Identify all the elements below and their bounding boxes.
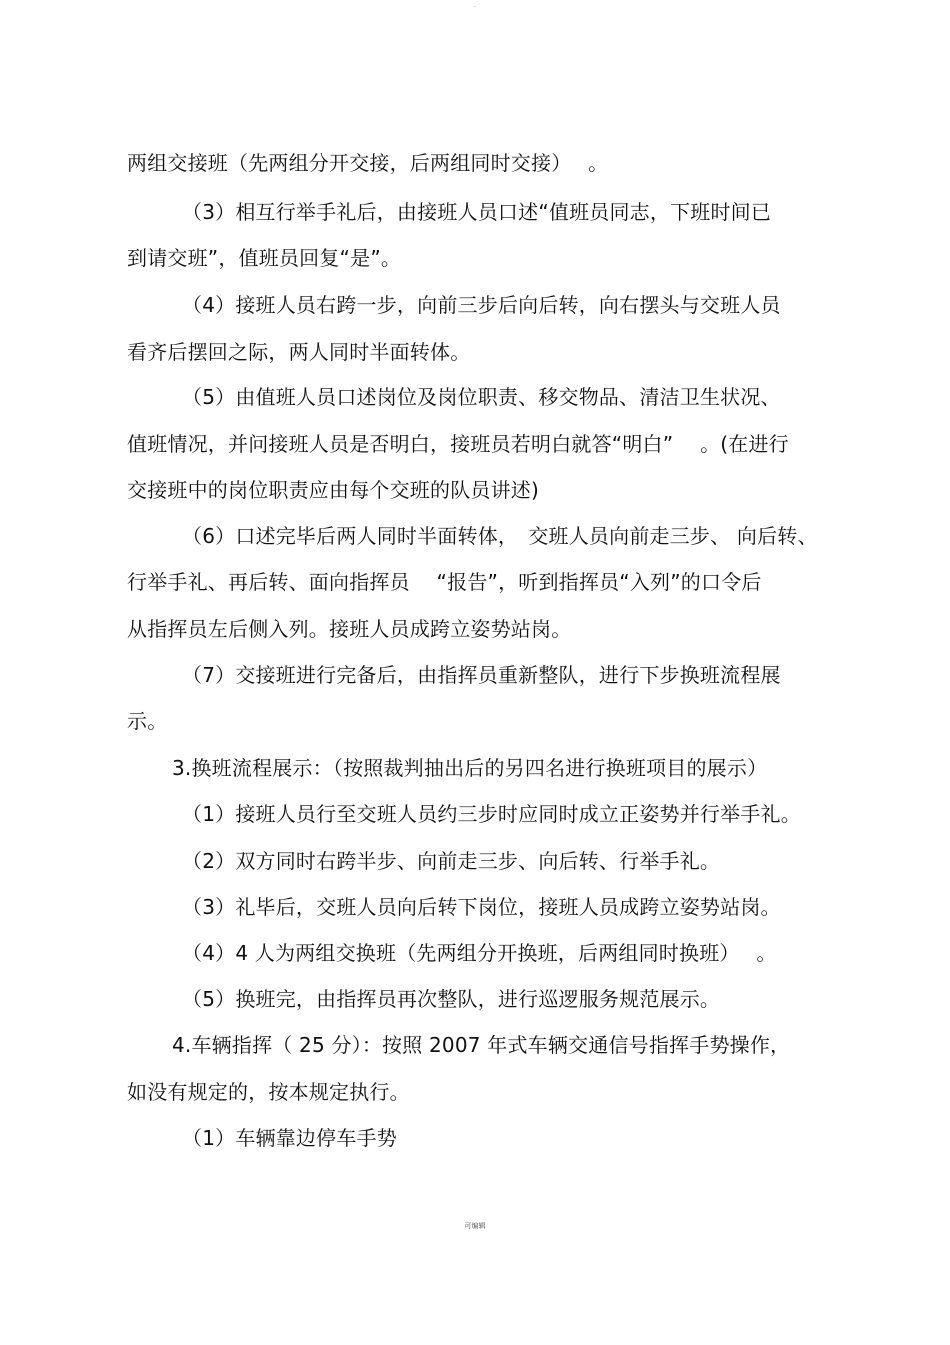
paragraph-line: （5）由值班人员口述岗位及岗位职责、移交物品、清洁卫生状况、 [182, 385, 781, 409]
paragraph-line: （1）接班人员行至交班人员约三步时应同时成立正姿势并行举手礼。 [182, 802, 801, 826]
page-footer: 可编辑 [464, 1222, 486, 1230]
paragraph-line: （5）换班完，由指挥员再次整队，进行巡逻服务规范展示。 [182, 987, 721, 1011]
paragraph-line: （4）接班人员右跨一步，向前三步后向后转，向右摆头与交班人员 [182, 293, 781, 317]
section-heading: 4.车辆指挥（ 25 分）：按照 2007 年式车辆交通信号指挥手势操作， [172, 1033, 791, 1057]
paragraph-line: （6）口述完毕后两人同时半面转体， 交班人员向前走三步、 向后转、 [182, 524, 818, 548]
paragraph-line: 值班情况，并问接班人员是否明白，接班员若明白就答“明白” 。(在进行 [127, 432, 789, 456]
page-top-mark: . [474, 2, 476, 9]
paragraph-line: 如没有规定的，按本规定执行。 [127, 1080, 410, 1104]
paragraph-line: 从指挥员左后侧入列。接班人员成跨立姿势站岗。 [127, 617, 572, 641]
paragraph-line: （3）相互行举手礼后，由接班人员口述“值班员同志，下班时间已 [182, 200, 772, 224]
paragraph-line: （7）交接班进行完备后，由指挥员重新整队，进行下步换班流程展 [182, 663, 781, 687]
paragraph-line: 两组交接班（先两组分开交接，后两组同时交接） 。 [127, 151, 609, 175]
paragraph-line: （4）4 人为两组交换班（先两组分开换班，后两组同时换班） 。 [182, 941, 777, 965]
paragraph-line: （1）车辆靠边停车手势 [182, 1126, 397, 1150]
paragraph-line: （2）双方同时右跨半步、向前走三步、向后转、行举手礼。 [182, 849, 721, 873]
section-heading: 3.换班流程展示：（按照裁判抽出后的另四名进行换班项目的展示） [172, 756, 768, 780]
paragraph-line: 看齐后摆回之际，两人同时半面转体。 [127, 340, 471, 364]
paragraph-line: 行举手礼、再后转、面向指挥员 “报告”，听到指挥员“入列”的口令后 [127, 570, 762, 594]
paragraph-line: 示。 [127, 709, 168, 733]
paragraph-line: （3）礼毕后，交班人员向后转下岗位，接班人员成跨立姿势站岗。 [182, 895, 781, 919]
paragraph-line: 到请交班”，值班员回复“是”。 [127, 246, 402, 270]
paragraph-line: 交接班中的岗位职责应由每个交班的队员讲述) [127, 478, 540, 502]
